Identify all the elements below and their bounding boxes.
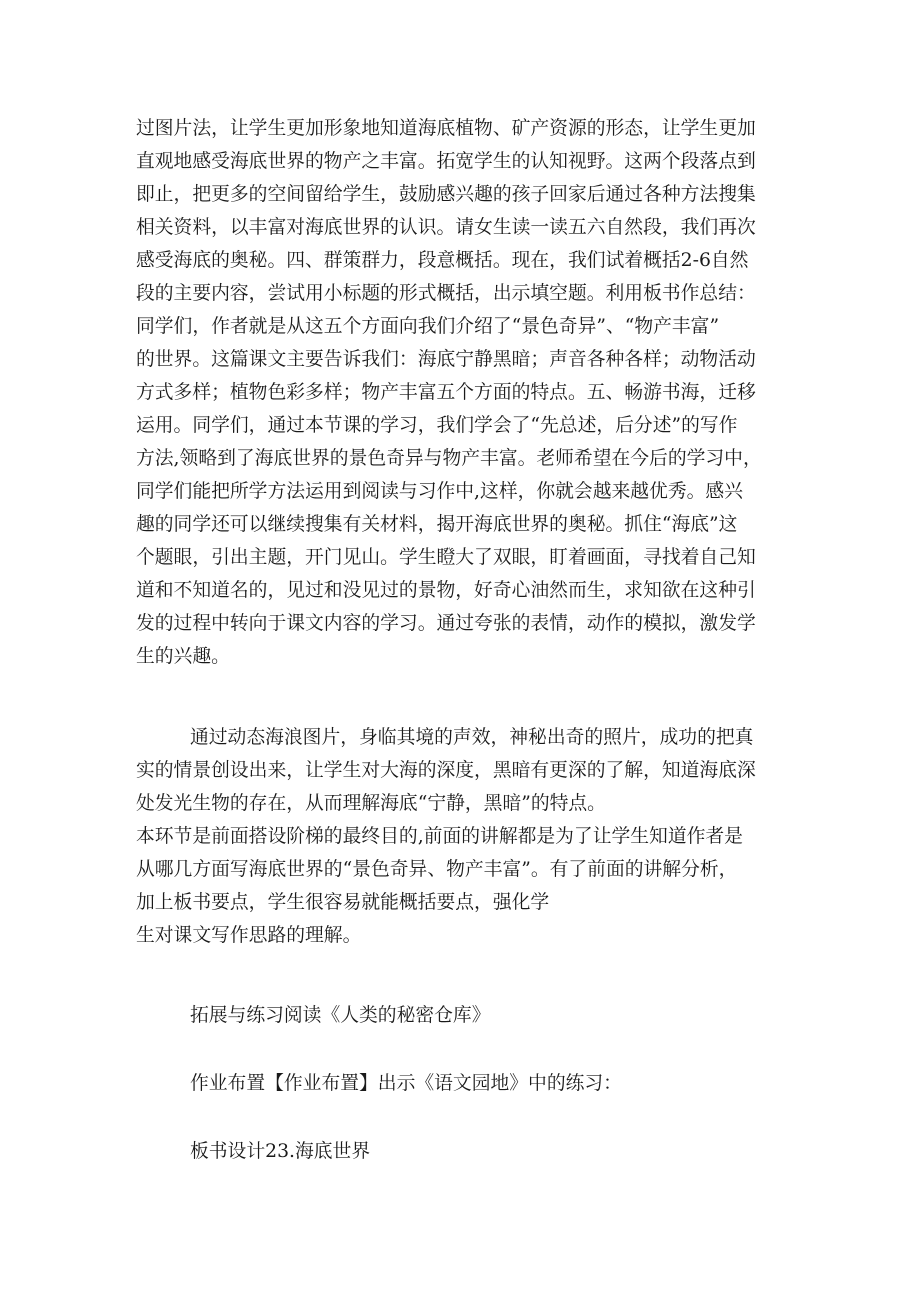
body-text-line: 道和不知道名的，见过和没见过的景物，好奇心油然而生，求知欲在这种引	[136, 580, 756, 601]
body-text-line: 发的过程中转向于课文内容的学习。通过夸张的表情，动作的模拟，激发学	[136, 613, 756, 634]
body-text-line: 同学们，作者就是从这五个方面向我们介绍了“景色奇异”、“物产丰富”	[136, 316, 720, 337]
body-text-line: 相关资料，以丰富对海底世界的认识。请女生读一读五六自然段，我们再次	[136, 217, 756, 238]
body-text-line: 生的兴趣。	[136, 646, 230, 667]
body-text-line: 趣的同学还可以继续搜集有关材料，揭开海底世界的奥秘。抓住“海底”这	[136, 514, 738, 535]
body-text-line: 实的情景创设出来，让学生对大海的深度，黑暗有更深的了解，知道海底深	[136, 760, 756, 781]
body-text-line: 直观地感受海底世界的物产之丰富。拓宽学生的认知视野。这两个段落点到	[136, 151, 756, 172]
body-text-line: 方式多样；植物色彩多样；物产丰富五个方面的特点。五、畅游书海，迁移	[136, 382, 756, 403]
homework-line: 作业布置【作业布置】出示《语文园地》中的练习：	[190, 1073, 622, 1094]
body-text-line: 方法,领略到了海底世界的景色奇异与物产丰富。老师希望在今后的学习中，	[136, 448, 762, 469]
body-text-line: 段的主要内容，尝试用小标题的形式概括，出示填空题。利用板书作总结：	[136, 283, 756, 304]
body-text-line: 过图片法，让学生更加形象地知道海底植物、矿产资源的形态，让学生更加	[136, 118, 756, 139]
board-design-line: 板书设计23.海底世界	[190, 1141, 371, 1162]
body-text-line: 从哪几方面写海底世界的“景色奇异、物产丰富”。有了前面的讲解分析，	[136, 859, 738, 880]
extension-reading-line: 拓展与练习阅读《人类的秘密仓库》	[190, 1005, 491, 1026]
body-text-line: 处发光生物的存在，从而理解海底“宁静，黑暗”的特点。	[136, 793, 606, 814]
body-text-line: 加上板书要点，学生很容易就能概括要点，强化学	[136, 892, 550, 913]
body-text-line: 通过动态海浪图片，身临其境的声效，神秘出奇的照片，成功的把真	[190, 727, 754, 748]
body-text-line: 个题眼，引出主题，开门见山。学生瞪大了双眼，盯着画面，寻找着自己知	[136, 547, 756, 568]
body-text-line: 本环节是前面搭设阶梯的最终目的,前面的讲解都是为了让学生知道作者是	[136, 826, 743, 847]
body-text-line: 感受海底的奥秘。四、群策群力，段意概括。现在，我们试着概括2-6自然	[136, 250, 749, 271]
body-text-line: 同学们能把所学方法运用到阅读与习作中,这样，你就会越来越优秀。感兴	[136, 481, 743, 502]
body-text-line: 即止，把更多的空间留给学生，鼓励感兴趣的孩子回家后通过各种方法搜集	[136, 184, 756, 205]
body-text-line: 的世界。这篇课文主要告诉我们：海底宁静黑暗；声音各种各样；动物活动	[136, 349, 756, 370]
body-text-line: 生对课文写作思路的理解。	[136, 925, 362, 946]
body-text-line: 运用。同学们，通过本节课的学习，我们学会了“先总述，后分述”的写作	[136, 415, 738, 436]
